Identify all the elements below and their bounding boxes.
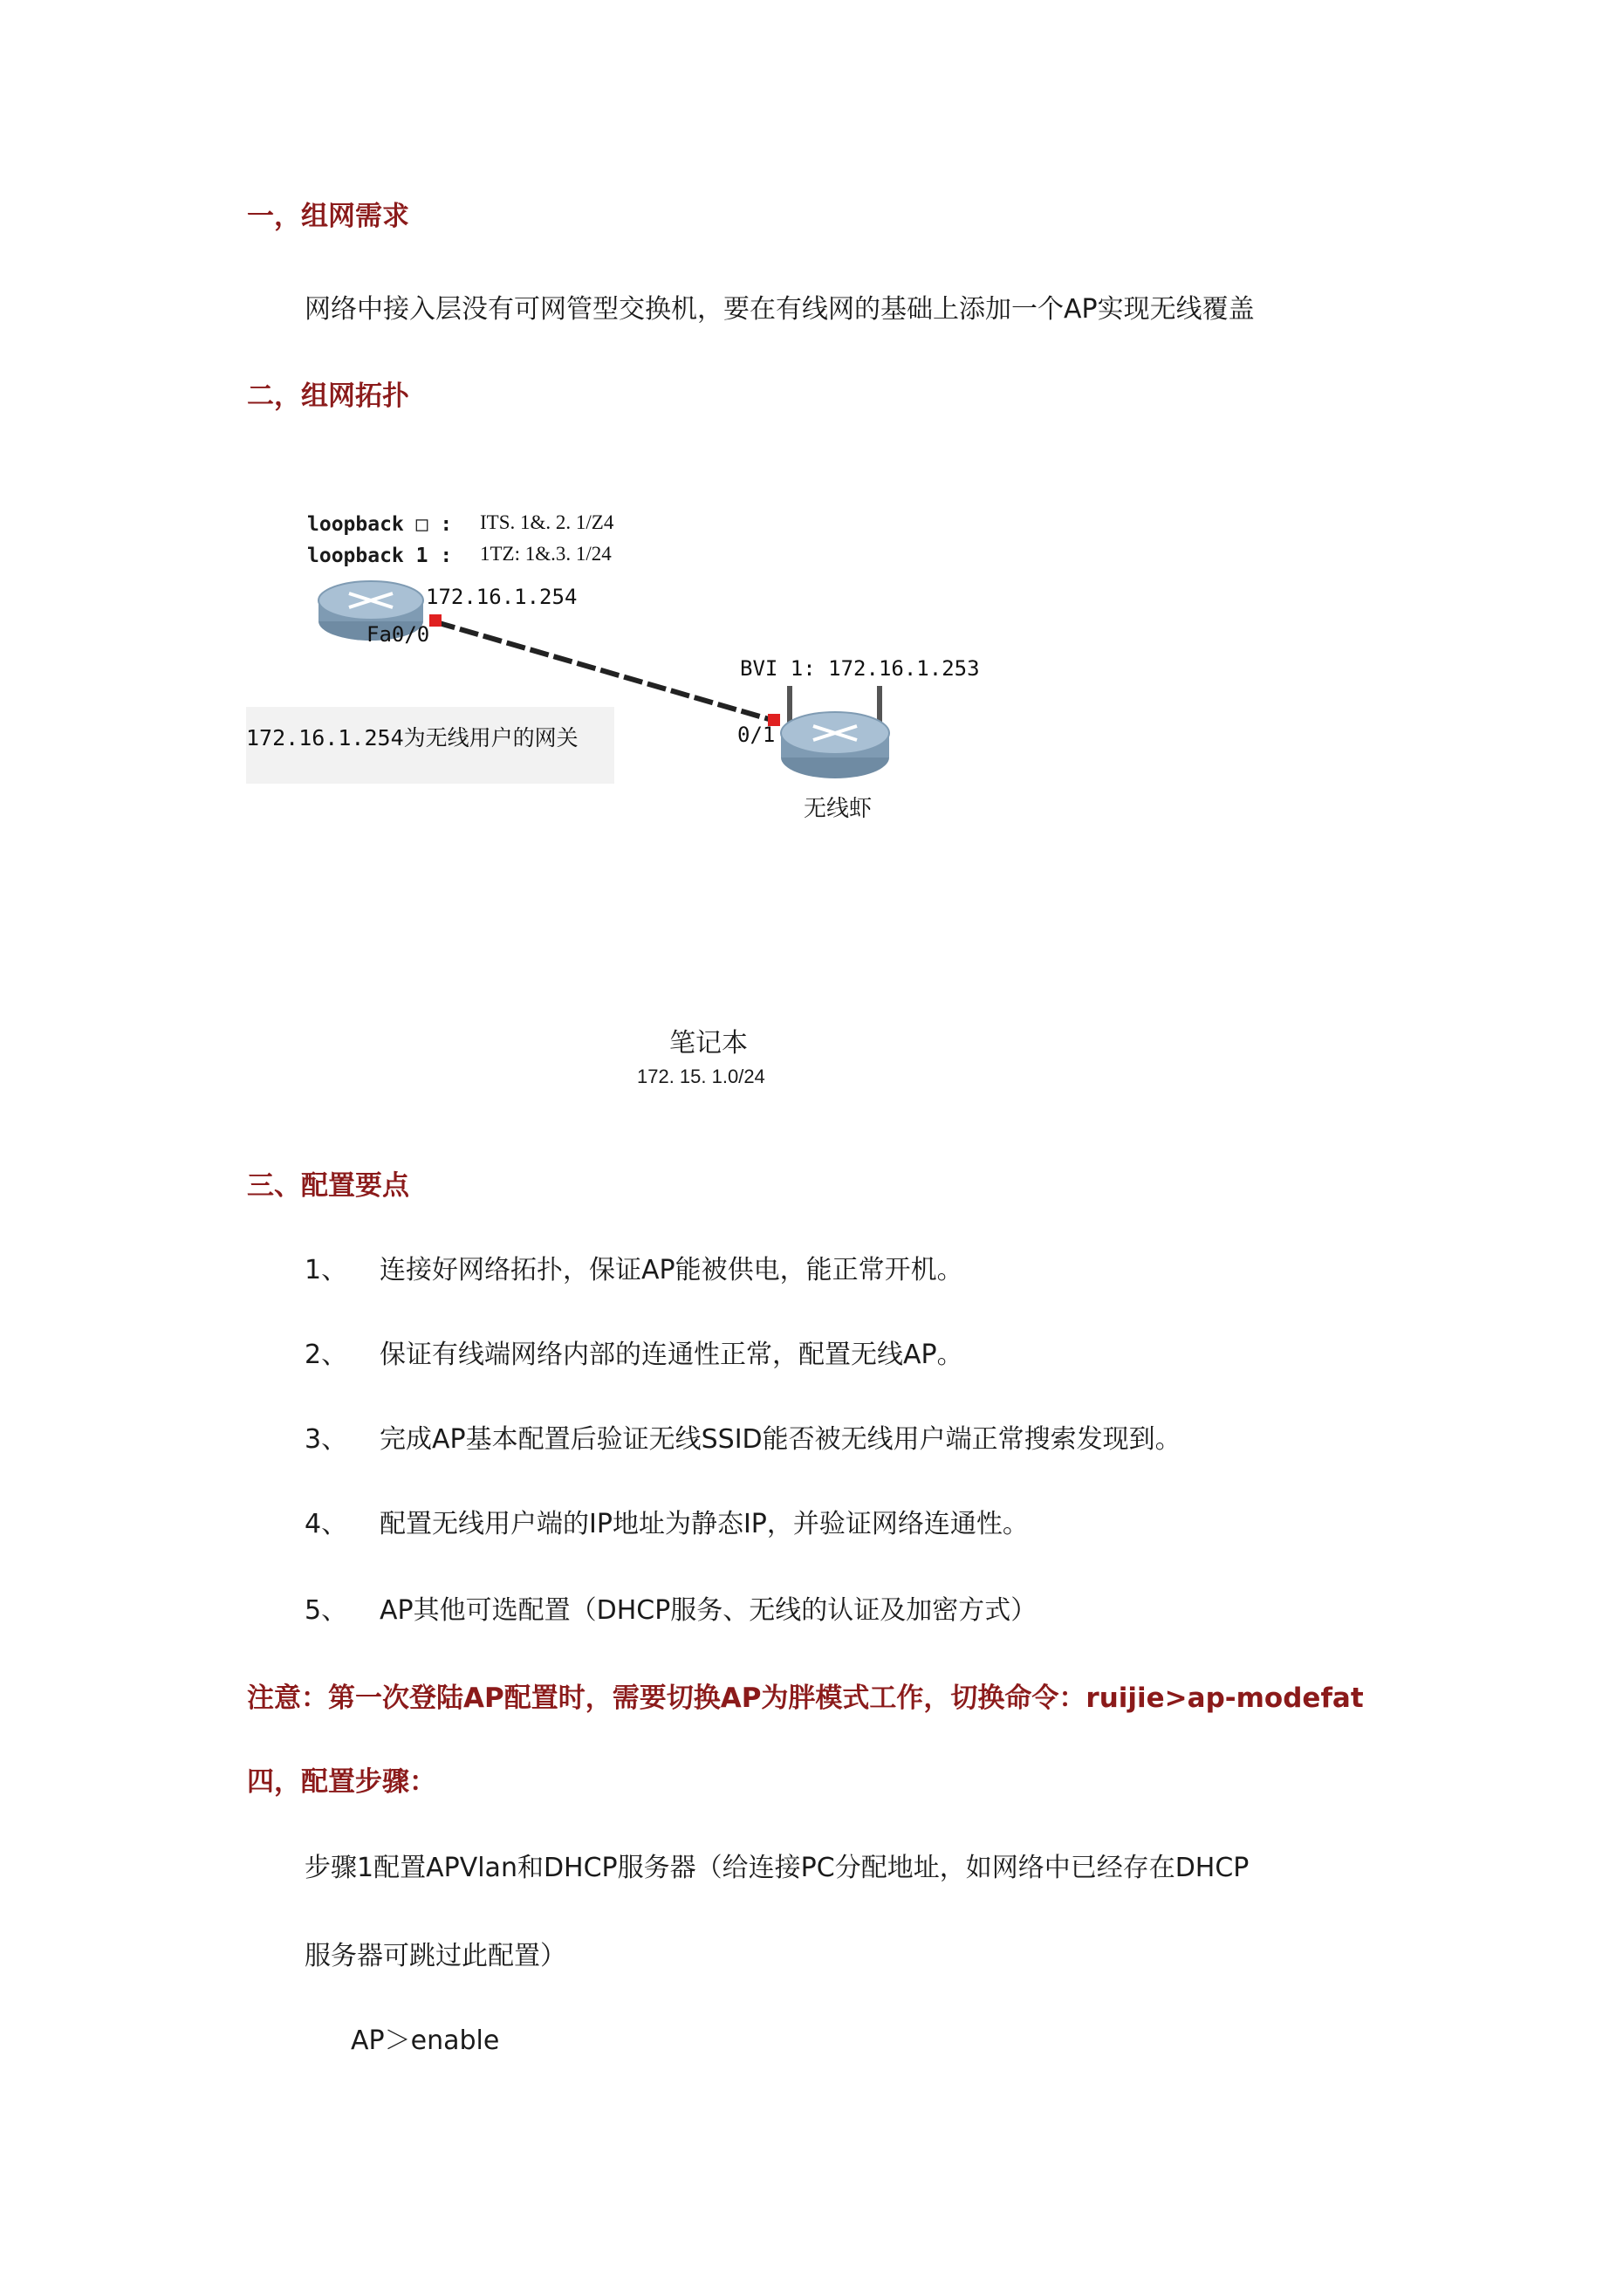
command-line: AP＞enable [351, 2025, 500, 2056]
router-port-marker [429, 614, 442, 627]
section-1-body: 网络中接入层没有可网管型交换机，要在有线网的基础上添加一个AP实现无线覆盖 [305, 294, 1255, 325]
router-ip-label: 172.16.1.254 [426, 585, 578, 609]
section-4-title: 四，配置步骤： [247, 1766, 436, 1798]
list-item-text: 完成AP基本配置后验证无线SSID能否被无线用户端正常搜索发现到。 [380, 1424, 1181, 1455]
list-item-number: 3、 [305, 1424, 348, 1455]
section-1-title: 一，组网需求 [247, 201, 409, 232]
topology-graphics [0, 0, 1623, 873]
laptop-network-label: 172. 15. 1.0/24 [637, 1066, 765, 1087]
list-item-text: 保证有线端网络内部的连通性正常，配置无线AP。 [380, 1340, 963, 1370]
router-port-label: Fa0/0 [366, 622, 430, 647]
wireless-ap-icon [781, 686, 889, 778]
list-item-text: AP其他可选配置（DHCP服务、无线的认证及加密方式） [380, 1595, 1037, 1626]
list-item-number: 4、 [305, 1509, 348, 1539]
ap-bvi-label: BVI 1: 172.16.1.253 [740, 656, 980, 681]
gateway-note: 172.16.1.254为无线用户的网关 [246, 725, 579, 750]
list-item-number: 5、 [305, 1595, 348, 1626]
list-item-number: 1、 [305, 1255, 348, 1285]
ap-name-label: 无线虾 [804, 796, 873, 822]
step1-line1: 步骤1配置APVlan和DHCP服务器（给连接PC分配地址，如网络中已经存在DHCP [305, 1853, 1250, 1883]
loopback0-value: ITS. 1&. 2. 1/Z4 [480, 511, 614, 533]
loopback1-name: loopback 1 : [307, 545, 453, 567]
list-item-text: 配置无线用户端的IP地址为静态IP，并验证网络连通性。 [380, 1509, 1029, 1539]
section-2-title: 二，组网拓扑 [247, 380, 409, 412]
link-line [436, 622, 775, 721]
list-item-number: 2、 [305, 1340, 348, 1370]
step1-line2: 服务器可跳过此配置） [305, 1941, 566, 1971]
laptop-label: 笔记本 [669, 1028, 748, 1059]
section-3-title: 三、配置要点 [247, 1170, 409, 1202]
fat-mode-note: 注意：第一次登陆AP配置时，需要切换AP为胖模式工作，切换命令：ruijie>ap-modefat [247, 1683, 1364, 1714]
loopback0-name: loopback □ : [307, 513, 453, 536]
list-item-text: 连接好网络拓扑，保证AP能被供电，能正常开机。 [380, 1255, 963, 1285]
loopback1-value: 1TZ: 1&.3. 1/24 [480, 543, 612, 565]
ap-port-label: 0/1 [737, 723, 776, 747]
